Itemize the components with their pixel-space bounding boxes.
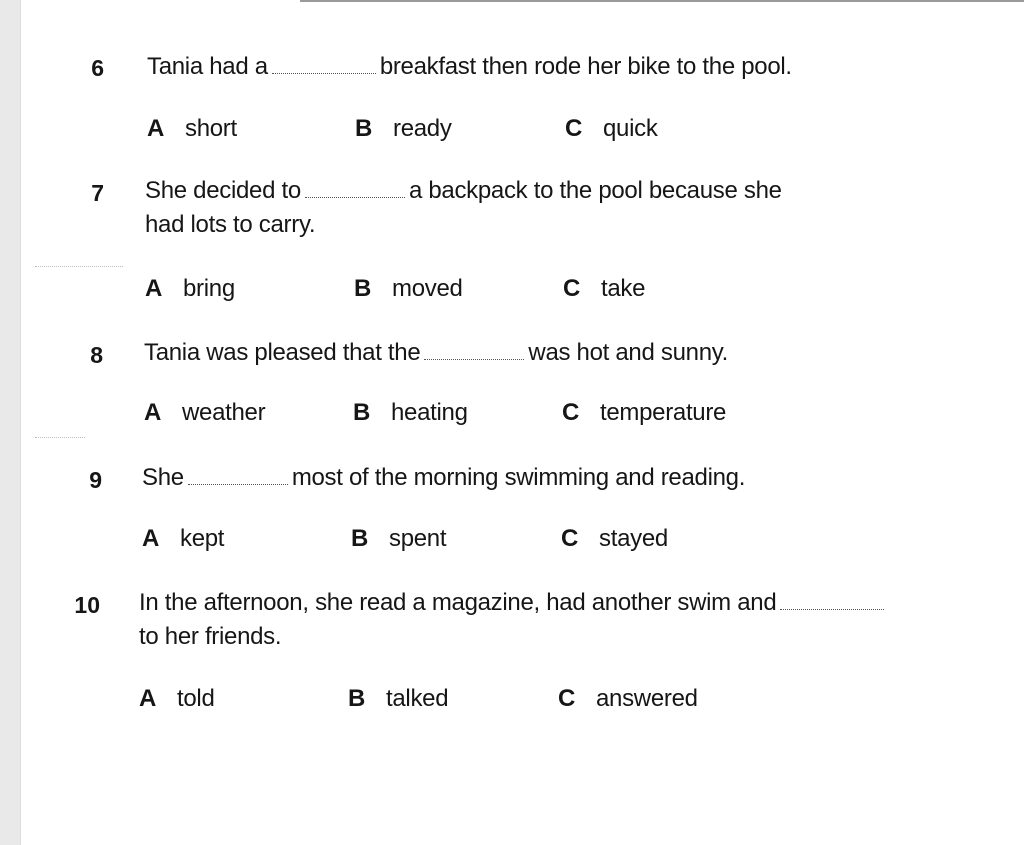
option-text: short: [185, 115, 237, 142]
option-b: [355, 115, 452, 143]
option-letter: C: [565, 115, 583, 142]
option-letter: B: [351, 525, 369, 552]
option-letter: A: [142, 525, 160, 552]
question-text: [142, 461, 745, 495]
option-text: talked: [386, 685, 449, 712]
option-b: [351, 525, 446, 553]
option-c: [558, 685, 698, 713]
option-a: [145, 275, 235, 303]
option-text: bring: [183, 275, 235, 302]
option-letter: B: [355, 115, 373, 142]
page-left-margin: [0, 0, 21, 845]
answer-blank: [780, 589, 884, 610]
question-text: [139, 586, 888, 654]
question-number: 8: [90, 342, 103, 368]
option-text: temperature: [600, 399, 727, 426]
question-text: [144, 336, 728, 370]
page-scuff-mark: [35, 266, 123, 267]
answer-blank: [188, 464, 288, 485]
option-c: [562, 399, 726, 427]
option-letter: A: [144, 399, 162, 426]
question-text-before: Tania was pleased that the: [144, 339, 421, 366]
option-a: [147, 115, 237, 143]
question-text-before: She decided to: [145, 177, 301, 204]
question-number: 7: [91, 180, 104, 206]
option-letter: A: [147, 115, 165, 142]
option-b: [354, 275, 463, 303]
option-letter: C: [562, 399, 580, 426]
option-text: moved: [392, 275, 463, 302]
option-letter: B: [354, 275, 372, 302]
option-a: [144, 399, 265, 427]
question-number: 6: [91, 55, 104, 81]
page-scuff-mark: [35, 437, 85, 438]
option-letter: C: [558, 685, 576, 712]
question-text-before: In the afternoon, she read a magazine, had another swim and: [139, 589, 777, 616]
option-text: ready: [393, 115, 452, 142]
question-text-line2: had lots to carry.: [145, 211, 316, 238]
option-text: answered: [596, 685, 698, 712]
question-text-after: most of the morning swimming and reading.: [291, 464, 746, 491]
top-rule-line: [300, 0, 1024, 2]
option-c: [565, 115, 658, 143]
option-letter: C: [561, 525, 579, 552]
question-text: [147, 50, 792, 84]
option-b: [353, 399, 468, 427]
option-text: told: [177, 685, 215, 712]
question-text-after: a backpack to the pool because she: [408, 177, 782, 204]
question-number: 9: [89, 467, 102, 493]
option-text: heating: [391, 399, 468, 426]
option-b: [348, 685, 448, 713]
option-letter: B: [348, 685, 366, 712]
question-number: 10: [74, 592, 100, 618]
question-text-after: breakfast then rode her bike to the pool.: [379, 53, 792, 80]
answer-blank: [272, 53, 376, 74]
question-text-before: Tania had a: [147, 53, 268, 80]
question-text: [145, 174, 782, 242]
option-text: take: [601, 275, 646, 302]
option-a: [139, 685, 215, 713]
option-text: quick: [603, 115, 658, 142]
option-letter: C: [563, 275, 581, 302]
option-c: [561, 525, 668, 553]
answer-blank: [305, 177, 405, 198]
option-text: spent: [389, 525, 447, 552]
option-letter: A: [145, 275, 163, 302]
question-text-after: was hot and sunny.: [528, 339, 729, 366]
question-text-line2: to her friends.: [139, 623, 282, 650]
option-letter: B: [353, 399, 371, 426]
option-text: stayed: [599, 525, 668, 552]
option-letter: A: [139, 685, 157, 712]
option-a: [142, 525, 224, 553]
answer-blank: [424, 339, 524, 360]
question-text-before: She: [142, 464, 184, 491]
option-c: [563, 275, 645, 303]
option-text: kept: [180, 525, 225, 552]
option-text: weather: [182, 399, 266, 426]
